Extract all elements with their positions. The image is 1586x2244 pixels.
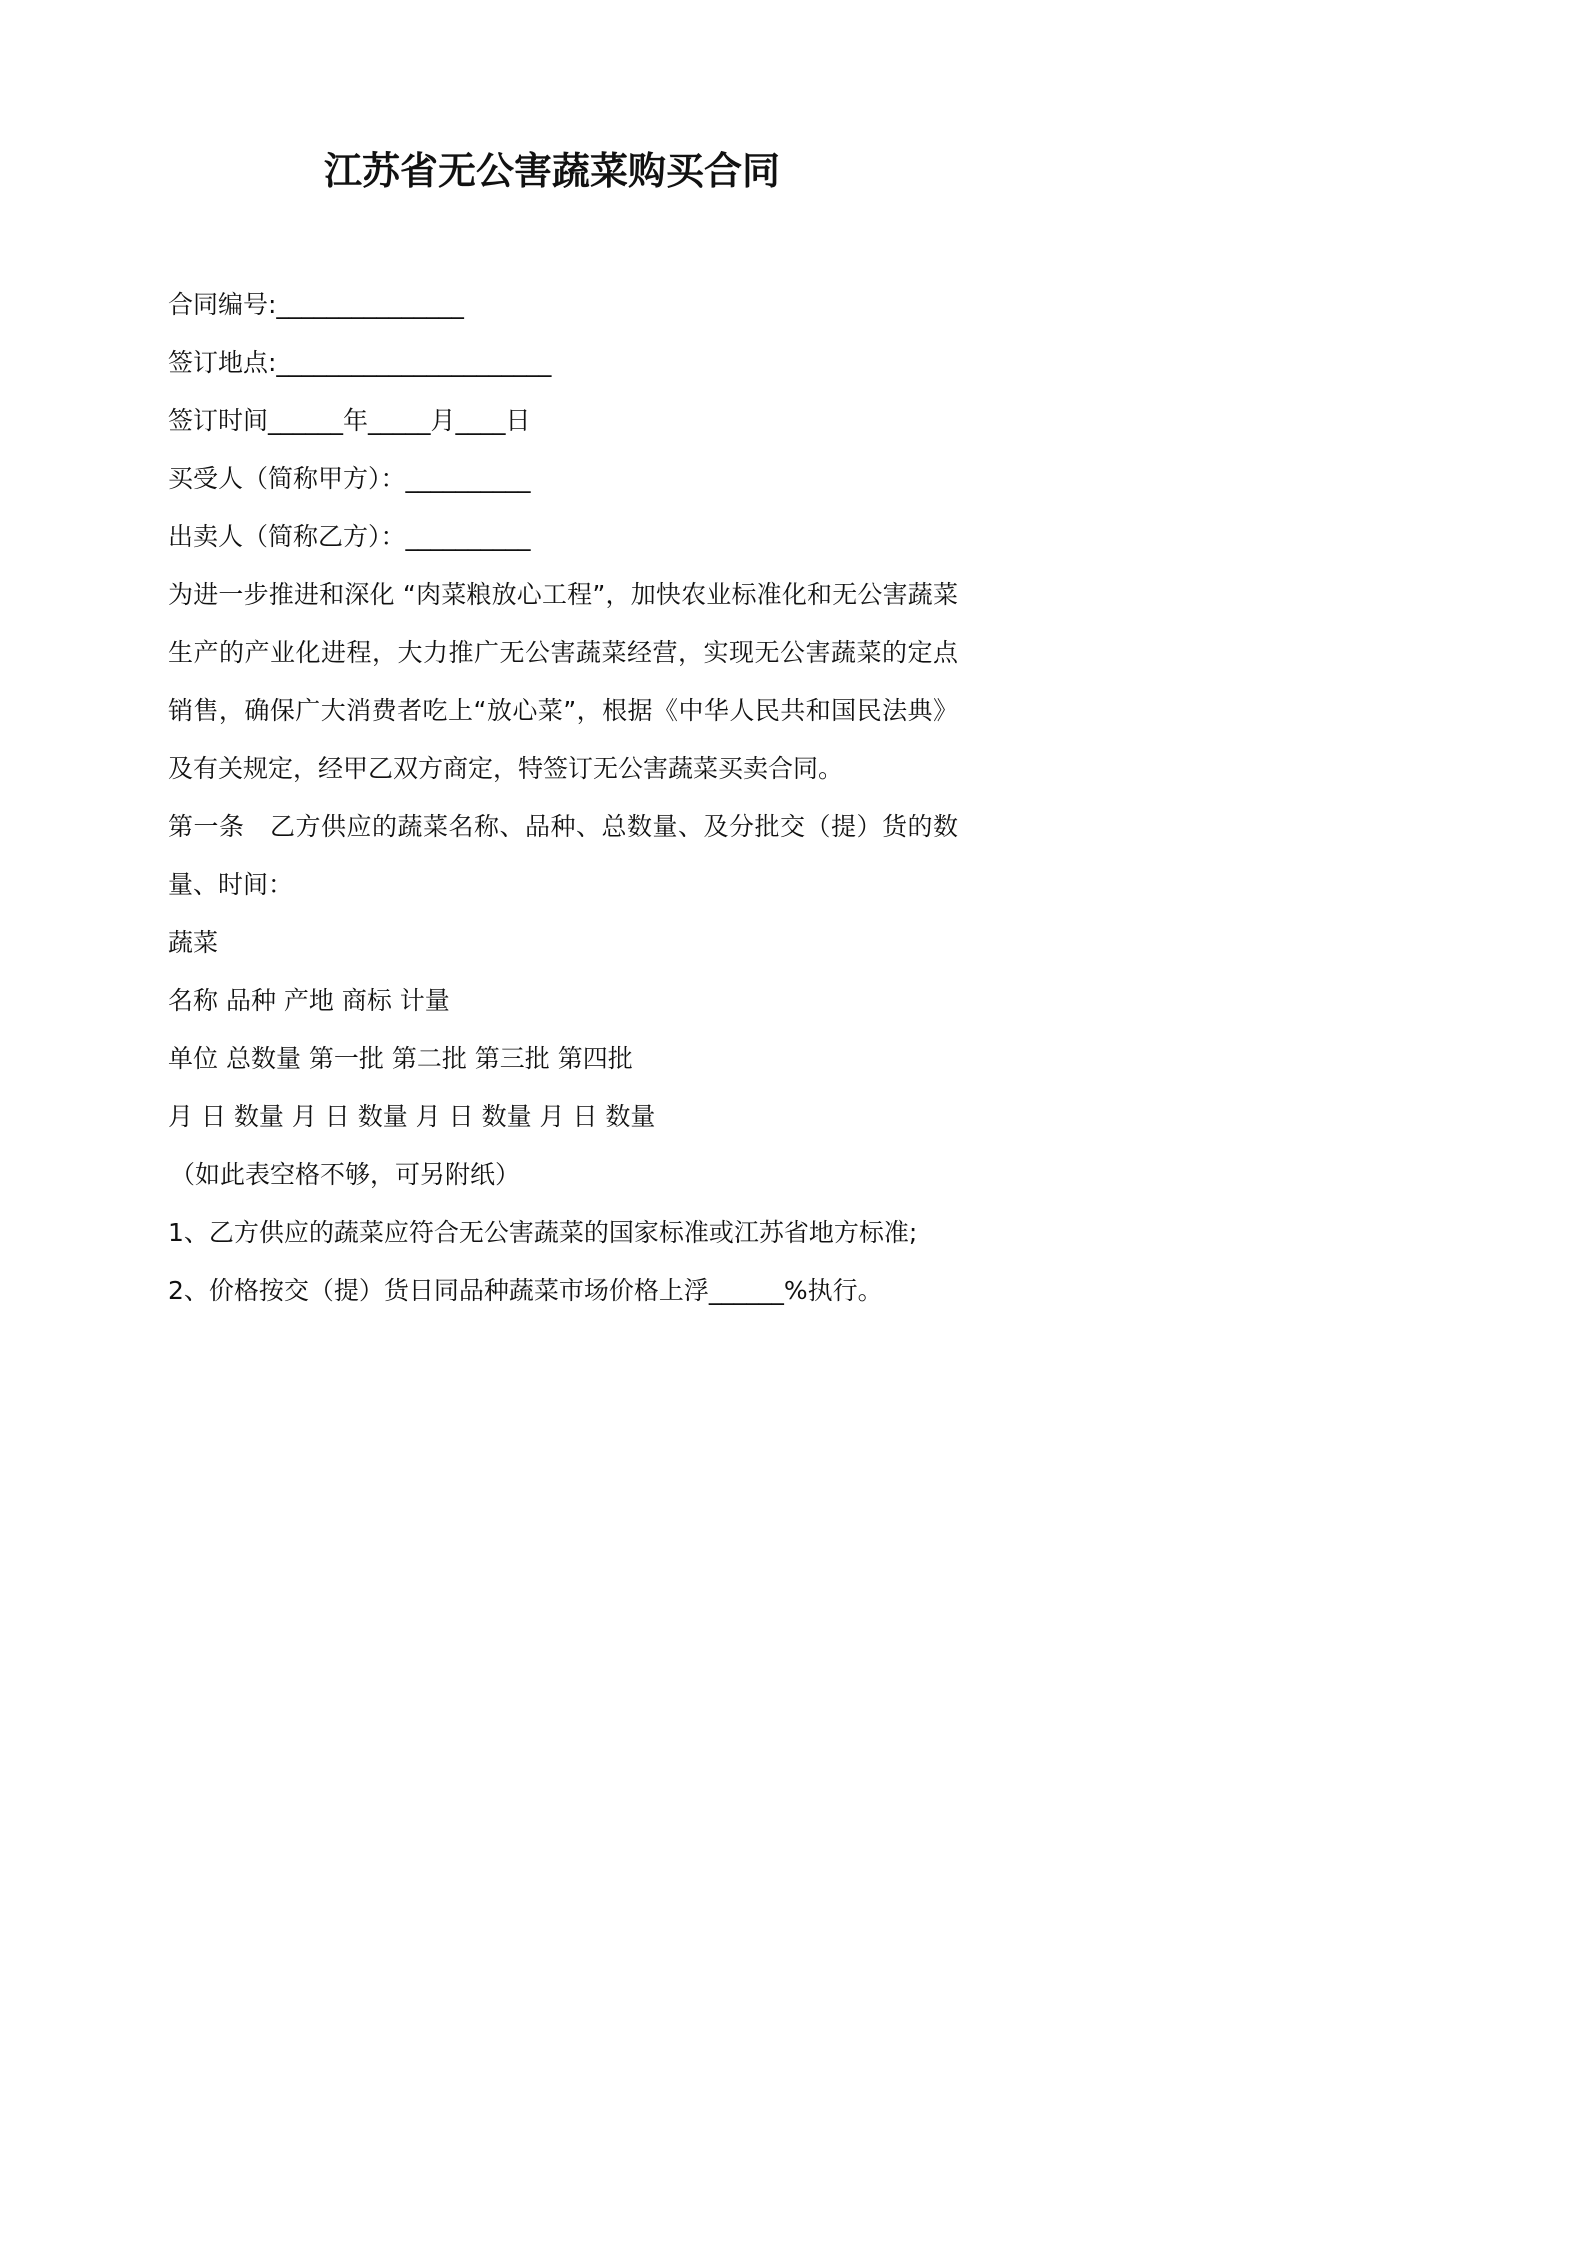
document-body: [168, 276, 958, 1320]
article-1-paragraph: 第一条 乙方供应的蔬菜名称、品种、总数量、及分批交（提）货的数量、时间：: [168, 812, 958, 899]
document-page: [0, 0, 1104, 1562]
table-line-vegetable: 蔬菜: [168, 928, 219, 957]
clause-item-1: 1、乙方供应的蔬菜应符合无公害蔬菜的国家标准或江苏省地方标准;: [168, 1218, 918, 1247]
document-title: 江苏省无公害蔬菜购买合同: [323, 149, 780, 193]
signing-date-line: 签订时间______年_____月____日: [168, 406, 531, 435]
clause-item-2: 2、价格按交（提）货日同品种蔬菜市场价格上浮______%执行。: [168, 1276, 883, 1305]
contract-number-line: 合同编号:_______________: [168, 290, 464, 319]
buyer-line: 买受人（简称甲方）：__________: [168, 464, 531, 493]
seller-line: 出卖人（简称乙方）：__________: [168, 522, 531, 551]
table-line-headers-1: 名称 品种 产地 商标 计量: [168, 986, 450, 1015]
table-note: （如此表空格不够，可另附纸）: [170, 1160, 521, 1189]
preamble-paragraph: 为进一步推进和深化 “肉菜粮放心工程”，加快农业标准化和无公害蔬菜生产的产业化进程，大力推广无公害蔬菜经营，实现无公害蔬菜的定点销售，确保广大消费者吃上“放心菜”，根据《中华人民共和国民法典》及有关规定，经甲乙双方商定，特签订无公害蔬菜买卖合同。: [168, 580, 958, 783]
table-line-headers-2: 单位 总数量 第一批 第二批 第三批 第四批: [168, 1044, 633, 1073]
table-line-headers-3: 月 日 数量 月 日 数量 月 日 数量 月 日 数量: [168, 1102, 656, 1131]
signing-place-line: 签订地点:______________________: [168, 348, 552, 377]
